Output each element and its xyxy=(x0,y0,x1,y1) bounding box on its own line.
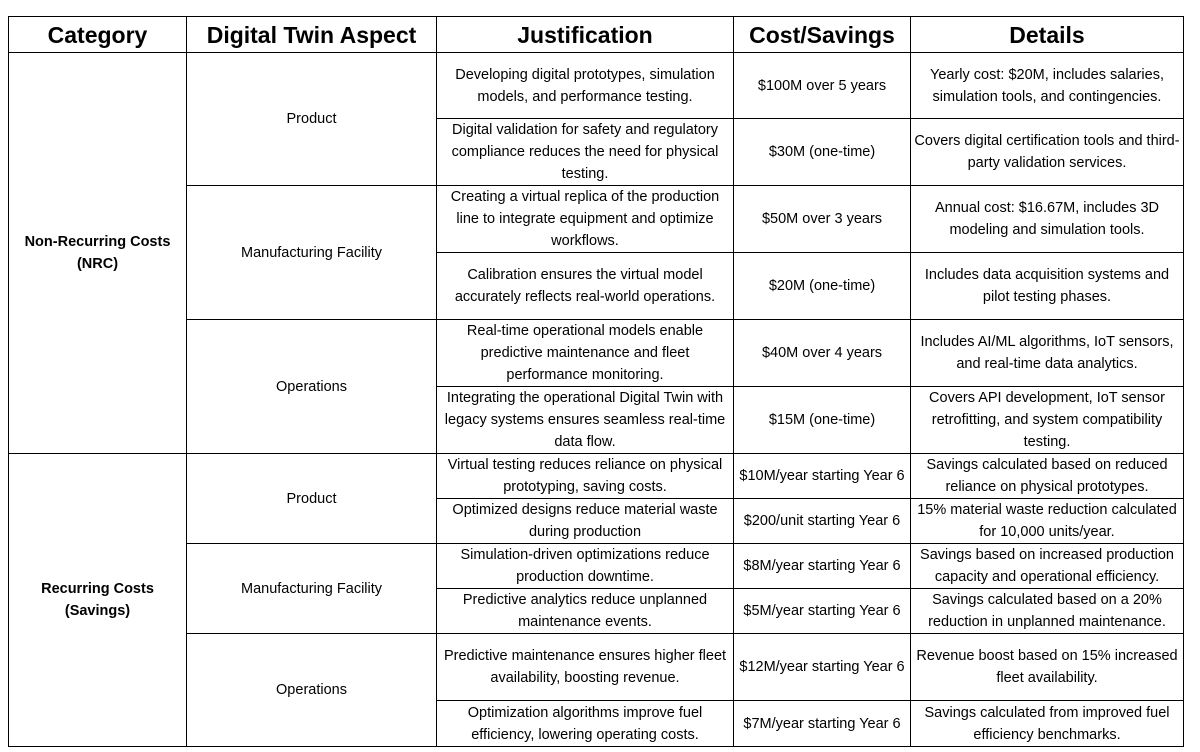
justification-cell: Creating a virtual replica of the production line to integrate equipment and optimize workflows. xyxy=(437,186,734,253)
header-details: Details xyxy=(911,17,1184,53)
category-cell: Non-Recurring Costs (NRC) xyxy=(9,53,187,454)
cost-cell: $10M/year starting Year 6 xyxy=(734,454,911,499)
details-cell: Revenue boost based on 15% increased fleet availability. xyxy=(911,634,1184,701)
justification-cell: Real-time operational models enable predictive maintenance and fleet performance monitoring. xyxy=(437,320,734,387)
details-cell: 15% material waste reduction calculated for 10,000 units/year. xyxy=(911,499,1184,544)
aspect-cell: Manufacturing Facility xyxy=(187,186,437,320)
digital-twin-cost-table xyxy=(8,16,1184,747)
details-cell: Covers digital certification tools and third-party validation services. xyxy=(911,119,1184,186)
cost-cell: $50M over 3 years xyxy=(734,186,911,253)
aspect-cell: Operations xyxy=(187,634,437,747)
header-aspect: Digital Twin Aspect xyxy=(187,17,437,53)
cost-cell: $8M/year starting Year 6 xyxy=(734,544,911,589)
cost-cell: $7M/year starting Year 6 xyxy=(734,701,911,747)
cost-cell: $200/unit starting Year 6 xyxy=(734,499,911,544)
aspect-cell: Manufacturing Facility xyxy=(187,544,437,634)
details-cell: Yearly cost: $20M, includes salaries, simulation tools, and contingencies. xyxy=(911,53,1184,119)
aspect-cell: Product xyxy=(187,454,437,544)
justification-cell: Predictive analytics reduce unplanned maintenance events. xyxy=(437,589,734,634)
header-category: Category xyxy=(9,17,187,53)
justification-cell: Simulation-driven optimizations reduce production downtime. xyxy=(437,544,734,589)
details-cell: Savings calculated based on a 20% reduction in unplanned maintenance. xyxy=(911,589,1184,634)
details-cell: Savings based on increased production capacity and operational efficiency. xyxy=(911,544,1184,589)
justification-cell: Digital validation for safety and regulatory compliance reduces the need for physical testing. xyxy=(437,119,734,186)
aspect-cell: Product xyxy=(187,53,437,186)
cost-cell: $20M (one-time) xyxy=(734,253,911,320)
details-cell: Savings calculated based on reduced reliance on physical prototypes. xyxy=(911,454,1184,499)
cost-cell: $5M/year starting Year 6 xyxy=(734,589,911,634)
cost-cell: $40M over 4 years xyxy=(734,320,911,387)
category-cell: Recurring Costs (Savings) xyxy=(9,454,187,747)
justification-cell: Integrating the operational Digital Twin with legacy systems ensures seamless real-time data flow. xyxy=(437,387,734,454)
details-cell: Includes data acquisition systems and pilot testing phases. xyxy=(911,253,1184,320)
cost-cell: $30M (one-time) xyxy=(734,119,911,186)
details-cell: Savings calculated from improved fuel efficiency benchmarks. xyxy=(911,701,1184,747)
cost-cell: $15M (one-time) xyxy=(734,387,911,454)
header-justification: Justification xyxy=(437,17,734,53)
header-cost: Cost/Savings xyxy=(734,17,911,53)
details-cell: Covers API development, IoT sensor retrofitting, and system compatibility testing. xyxy=(911,387,1184,454)
justification-cell: Calibration ensures the virtual model accurately reflects real-world operations. xyxy=(437,253,734,320)
justification-cell: Optimized designs reduce material waste during production xyxy=(437,499,734,544)
header-row xyxy=(9,17,1184,53)
details-cell: Annual cost: $16.67M, includes 3D modeling and simulation tools. xyxy=(911,186,1184,253)
justification-cell: Predictive maintenance ensures higher fleet availability, boosting revenue. xyxy=(437,634,734,701)
justification-cell: Virtual testing reduces reliance on physical prototyping, saving costs. xyxy=(437,454,734,499)
cost-cell: $100M over 5 years xyxy=(734,53,911,119)
justification-cell: Developing digital prototypes, simulation models, and performance testing. xyxy=(437,53,734,119)
cost-cell: $12M/year starting Year 6 xyxy=(734,634,911,701)
aspect-cell: Operations xyxy=(187,320,437,454)
table-row xyxy=(9,53,1184,119)
justification-cell: Optimization algorithms improve fuel efficiency, lowering operating costs. xyxy=(437,701,734,747)
table-row xyxy=(9,454,1184,499)
details-cell: Includes AI/ML algorithms, IoT sensors, and real-time data analytics. xyxy=(911,320,1184,387)
